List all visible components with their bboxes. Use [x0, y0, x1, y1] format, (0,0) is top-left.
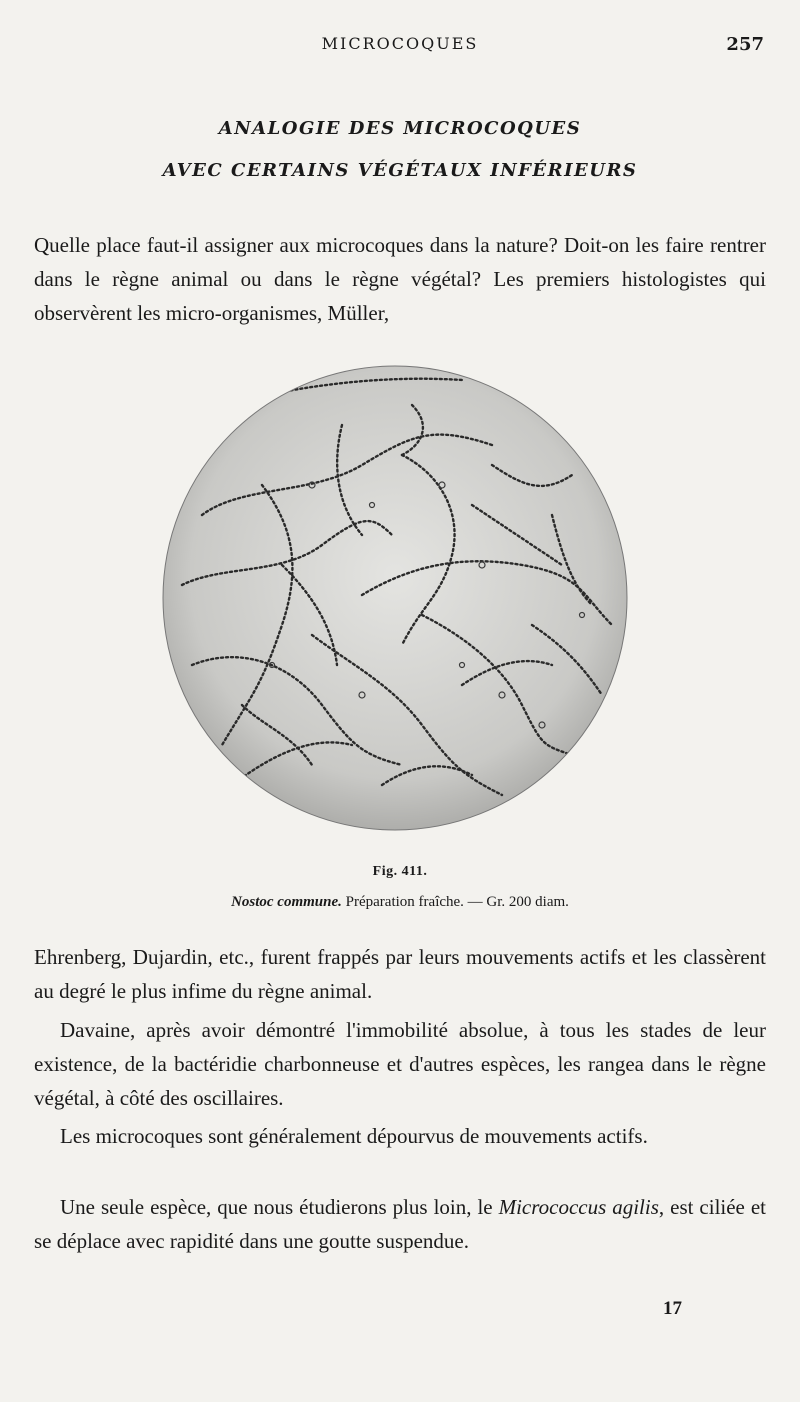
- signature-mark: 17: [663, 1298, 682, 1319]
- figure-caption: [0, 894, 800, 911]
- paragraph5-before: Une seule espèce, que nous étudierons plus loin, le: [60, 1195, 499, 1219]
- figure-species: Nostoc commune.: [231, 894, 342, 910]
- paragraph-micrococcus-agilis: [34, 1190, 766, 1258]
- running-head: [0, 34, 800, 58]
- page-number: 257: [726, 34, 764, 55]
- paragraph-ehrenberg: Ehrenberg, Dujardin, etc., furent frappés par leurs mouvements actifs et les classèrent au degré le plus infime du règne animal.: [34, 945, 766, 1003]
- running-title: MICROCOQUES: [321, 34, 479, 53]
- nostoc-micrograph: [162, 365, 628, 831]
- paragraph-davaine: Davaine, après avoir démontré l'immobilité absolue, à tous les stades de leur existence, de la bactéridie charbonneuse et d'autres espèces, les rangea dans le règne végétal, à côté des oscillaires.: [34, 1018, 766, 1110]
- figure-caption-text: Préparation fraîche. — Gr. 200 diam.: [341, 894, 569, 910]
- paragraph-mouvements: Les microcoques sont généralement dépourvus de mouvements actifs.: [60, 1124, 648, 1148]
- figure-label: Fig. 411.: [372, 864, 428, 879]
- section-title-line2: AVEC CERTAINS VÉGÉTAUX INFÉRIEURS: [162, 160, 638, 181]
- paragraph5-after: , est ciliée et se déplace avec rapidité dans une goutte suspendue.: [34, 1195, 767, 1253]
- paragraph-intro: Quelle place faut-il assigner aux microcoques dans la nature? Doit-on les faire rentrer dans le règne animal ou dans le règne végétal? Les premiers histologistes qui observèrent les micro-organismes, Müller,: [34, 233, 766, 325]
- paragraph5-species: Micrococcus agilis: [498, 1195, 659, 1219]
- section-title-line1: ANALOGIE DES MICROCOQUES: [218, 118, 582, 139]
